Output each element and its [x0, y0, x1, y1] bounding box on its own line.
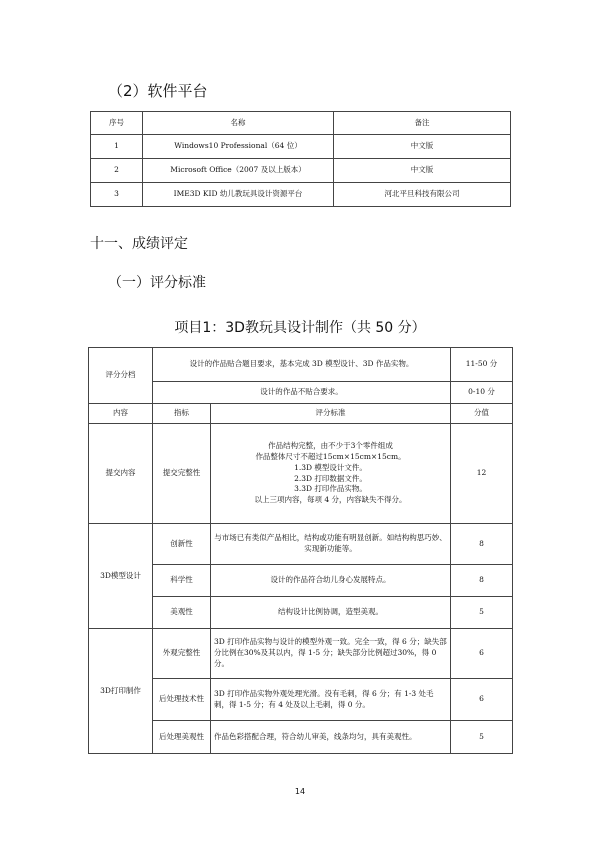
grading-table: [88, 347, 513, 754]
criteria-cell: [211, 424, 451, 524]
table-cell: 河北平旦科技有限公司: [334, 183, 511, 207]
header-cell: 内容: [89, 404, 153, 424]
score-cell: 8: [451, 524, 513, 565]
indicator-cell: 外观完整性: [153, 629, 211, 679]
table-cell: IME3D KID 幼儿教玩具设计资源平台: [143, 183, 334, 207]
score-cell: 5: [451, 597, 513, 629]
criteria-line: 3.3D 打印作品实物。: [294, 484, 367, 494]
score-cell: 6: [451, 679, 513, 721]
grading-section-heading: 十一、成绩评定: [90, 236, 188, 252]
score-dist-label: 评分分档: [89, 348, 153, 404]
table-row: [91, 183, 511, 207]
table-cell: 1: [91, 135, 143, 159]
table-row: [89, 629, 513, 679]
criteria-cell: 3D 打印作品实物与设计的模型外观一致。完全一致，得 6 分；缺失部分比例在30%及其以内，得 1-5 分；缺失部分比例超过30%，得 0 分。: [211, 629, 451, 679]
software-platform-heading: （2）软件平台: [108, 82, 208, 100]
content-cell: 3D模型设计: [89, 524, 153, 629]
criteria-cell: 与市场已有类似产品相比，结构或功能有明显创新。如结构构思巧妙、实现新功能等。: [211, 524, 451, 565]
table-row: [91, 159, 511, 183]
header-cell: 评分标准: [211, 404, 451, 424]
header-cell: 备注: [334, 112, 511, 135]
table-header-row: [91, 112, 511, 135]
table-row: [89, 524, 513, 565]
table-row: [91, 135, 511, 159]
page-number: 14: [294, 787, 306, 796]
table-cell: Windows10 Professional（64 位）: [143, 135, 334, 159]
header-cell: 名称: [143, 112, 334, 135]
table-cell: Microsoft Office（2007 及以上版本）: [143, 159, 334, 183]
content-cell: 3D打印制作: [89, 629, 153, 754]
table-cell: 2: [91, 159, 143, 183]
table-cell: 设计的作品不贴合要求。: [153, 382, 451, 404]
criteria-cell: 结构设计比例协调，造型美观。: [211, 597, 451, 629]
table-row: [89, 382, 513, 404]
indicator-cell: 提交完整性: [153, 424, 211, 524]
indicator-cell: 后处理美观性: [153, 721, 211, 754]
header-cell: 序号: [91, 112, 143, 135]
score-cell: 11-50 分: [451, 348, 513, 382]
table-cell: 设计的作品贴合题目要求，基本完成 3D 模型设计、3D 作品实物。: [153, 348, 451, 382]
table-cell: 3: [91, 183, 143, 207]
indicator-cell: 美观性: [153, 597, 211, 629]
header-cell: 指标: [153, 404, 211, 424]
grading-standard-heading: （一）评分标准: [108, 275, 206, 291]
score-cell: 5: [451, 721, 513, 754]
score-cell: 6: [451, 629, 513, 679]
criteria-line: 2.3D 打印数据文件。: [294, 473, 367, 483]
criteria-line: 作品结构完整，由不少于3个零件组成: [268, 440, 393, 450]
table-row: [89, 721, 513, 754]
criteria-line: 1.3D 模型设计文件。: [294, 462, 367, 472]
criteria-cell: 作品色彩搭配合理，符合幼儿审美，线条均匀，具有美观性。: [211, 721, 451, 754]
table-row: [89, 565, 513, 597]
content-cell: 提交内容: [89, 424, 153, 524]
criteria-cell: 设计的作品符合幼儿身心发展特点。: [211, 565, 451, 597]
header-cell: 分值: [451, 404, 513, 424]
table-row: [89, 424, 513, 524]
indicator-cell: 科学性: [153, 565, 211, 597]
table-cell: 中文版: [334, 135, 511, 159]
indicator-cell: 后处理技术性: [153, 679, 211, 721]
table-row: [89, 597, 513, 629]
table-cell: 中文版: [334, 159, 511, 183]
criteria-line: 以上三项内容，每项 4 分，内容缺失不得分。: [254, 495, 407, 505]
score-cell: 12: [451, 424, 513, 524]
table-row: [89, 679, 513, 721]
project-title: 项目1：3D教玩具设计制作（共 50 分）: [174, 320, 426, 336]
score-cell: 0-10 分: [451, 382, 513, 404]
indicator-cell: 创新性: [153, 524, 211, 565]
table-row: [89, 348, 513, 382]
score-cell: 8: [451, 565, 513, 597]
criteria-cell: 3D 打印作品实物外观处理光滑。没有毛刺，得 6 分；有 1-3 处毛刺，得 1-5 分；有 4 处及以上毛刺，得 0 分。: [211, 679, 451, 721]
software-table: [90, 111, 511, 207]
table-header-row: [89, 404, 513, 424]
criteria-line: 作品整体尺寸不超过15cm×15cm×15cm。: [255, 451, 406, 461]
